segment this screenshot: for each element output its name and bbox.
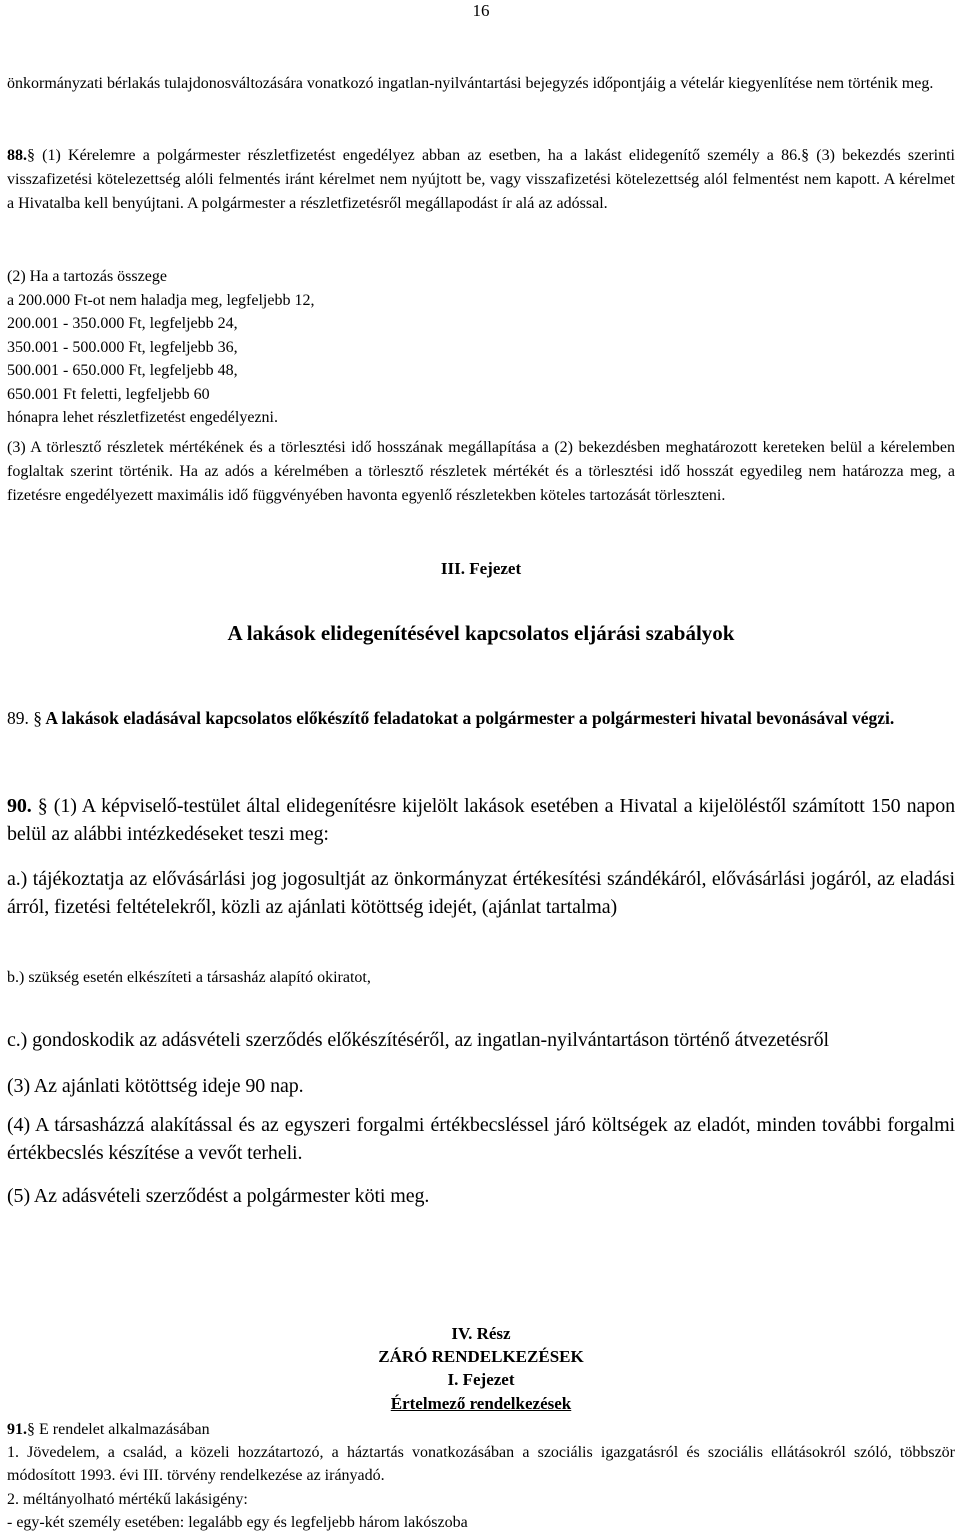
section-90-item-b: b.) szükség esetén elkészíteti a társasház alapító okiratot, (7, 969, 371, 986)
installment-line: 500.001 - 650.000 Ft, legfeljebb 48, (7, 362, 238, 379)
installment-line: 200.001 - 350.000 Ft, legfeljebb 24, (7, 315, 238, 332)
part-chapter-title (7, 1392, 955, 1415)
section-90-paragraph-3: (3) Az ajánlati kötöttség ideje 90 nap. (7, 1075, 304, 1097)
chapter-title: A lakások elidegenítésével kapcsolatos eljárási szabályok (227, 621, 735, 645)
section-88-paragraph-3: (3) A törlesztő részletek mértékének és a törlesztési idő hosszának megállapítása a (2) bekezdésben meghatározott kereteken belül a kérelemben foglaltak szerint történik. Ha az adós a kérelmében a törlesztő részletek mértékét és a törlesztési idő hosszát egyedileg nem határozza meg, a fizetésre engedélyezett maximális idő függvényében havonta egyenlő részletekben köteles tartozását törleszteni. (7, 439, 955, 504)
section-88-text-1: (1) Kérelemre a polgármester részletfizetést engedélyez abban az esetben, ha a lakást elidegenítő személy a 86. (35, 147, 802, 164)
part-chapter-title-text: Értelmező rendelkezések (390, 1394, 572, 1413)
section-sign: § (801, 147, 810, 164)
part-heading: IV. Rész (451, 1324, 511, 1343)
chapter-heading: III. Fejezet (440, 559, 522, 578)
installment-line: 650.001 Ft feletti, legfeljebb 60 (7, 385, 210, 403)
section-sign: § (27, 1421, 35, 1438)
section-90-paragraph-5: (5) Az adásvételi szerződést a polgármester köti meg. (7, 1185, 430, 1207)
intro-paragraph: önkormányzati bérlakás tulajdonosváltozására vonatkozó ingatlan-nyilvántartási bejegyzés időpontjáig a vételár kiegyenlítése nem történik meg. (7, 75, 934, 92)
section-89-text: A lakások eladásával kapcsolatos előkészítő feladatokat a polgármester a polgármesteri hivatal bevonásával végzi. (42, 708, 895, 728)
section-91-item-2a: - egy-két személy esetében: legalább egy és legfeljebb három lakószoba (7, 1514, 468, 1531)
section-91-item-1: 1. Jövedelem, a család, a közeli hozzátartozó, a háztartás vonatkozásában a szociális igazgatásról és szociális ellátásokról szóló, többször módosított 1993. évi III. törvény rendelkezése az irányadó. (7, 1444, 955, 1484)
installment-line: 350.001 - 500.000 Ft, legfeljebb 36, (7, 338, 238, 356)
section-88-text-2: (3) bekezdés szerinti visszafizetési kötelezettség alóli felmentés iránt kérelmet nem nyújtott be, vagy visszafizetési kötelezettség alól felmentést nem kapott. A kérelmet a Hivatalba kell benyújtani. A polgármester a részletfizetésről megállapodást ír alá az adóssal. (7, 147, 955, 212)
installment-line: (2) Ha a tartozás összege (7, 268, 167, 285)
section-90-paragraph-4: (4) A társasházzá alakítással és az egyszeri forgalmi értékbecsléssel járó költségek az eladót, minden további forgalmi értékbecslés készítése a vevőt terheli. (7, 1114, 955, 1164)
section-91-number: 91. (7, 1421, 27, 1438)
page-number: 16 (472, 1, 490, 20)
part-chapter-heading: I. Fejezet (447, 1370, 515, 1389)
installment-line: hónapra lehet részletfizetést engedélyezni. (7, 409, 278, 426)
part-subheading: ZÁRÓ RENDELKEZÉSEK (378, 1347, 584, 1366)
section-89-paragraph (7, 706, 955, 731)
section-89-number: 89. (7, 708, 29, 728)
section-88-number: 88. (7, 147, 27, 164)
section-90-text-1: (1) A képviselő-testület által elidegenítésre kijelölt lakások esetében a Hivatal a kijelöléstől számított 150 napon belül az alábbi intézkedéseket teszi meg: (7, 795, 955, 845)
section-90-number: 90. (7, 795, 32, 817)
section-91-intro (7, 1418, 955, 1441)
section-90-paragraph-1 (7, 792, 955, 848)
section-91-intro-text: E rendelet alkalmazásában (35, 1421, 210, 1438)
installment-table (7, 265, 955, 430)
section-90-item-c: c.) gondoskodik az adásvételi szerződés előkészítéséről, az ingatlan-nyilvántartáson történő átvezetésről (7, 1029, 829, 1051)
section-sign: § (37, 795, 48, 817)
section-90-item-a: a.) tájékoztatja az elővásárlási jog jogosultját az önkormányzat értékesítési szándékáról, elővásárlási jogáról, az eladási árról, fizetési feltételekről, közli az ajánlati kötöttség idejét, (ajánlat tartalma) (7, 868, 955, 918)
section-sign: § (33, 708, 42, 728)
installment-line: a 200.000 Ft-ot nem haladja meg, legfeljebb 12, (7, 291, 315, 309)
section-91-item-2: 2. méltányolható mértékű lakásigény: (7, 1491, 248, 1508)
section-88-paragraph-1 (7, 144, 955, 216)
section-sign: § (27, 147, 35, 164)
